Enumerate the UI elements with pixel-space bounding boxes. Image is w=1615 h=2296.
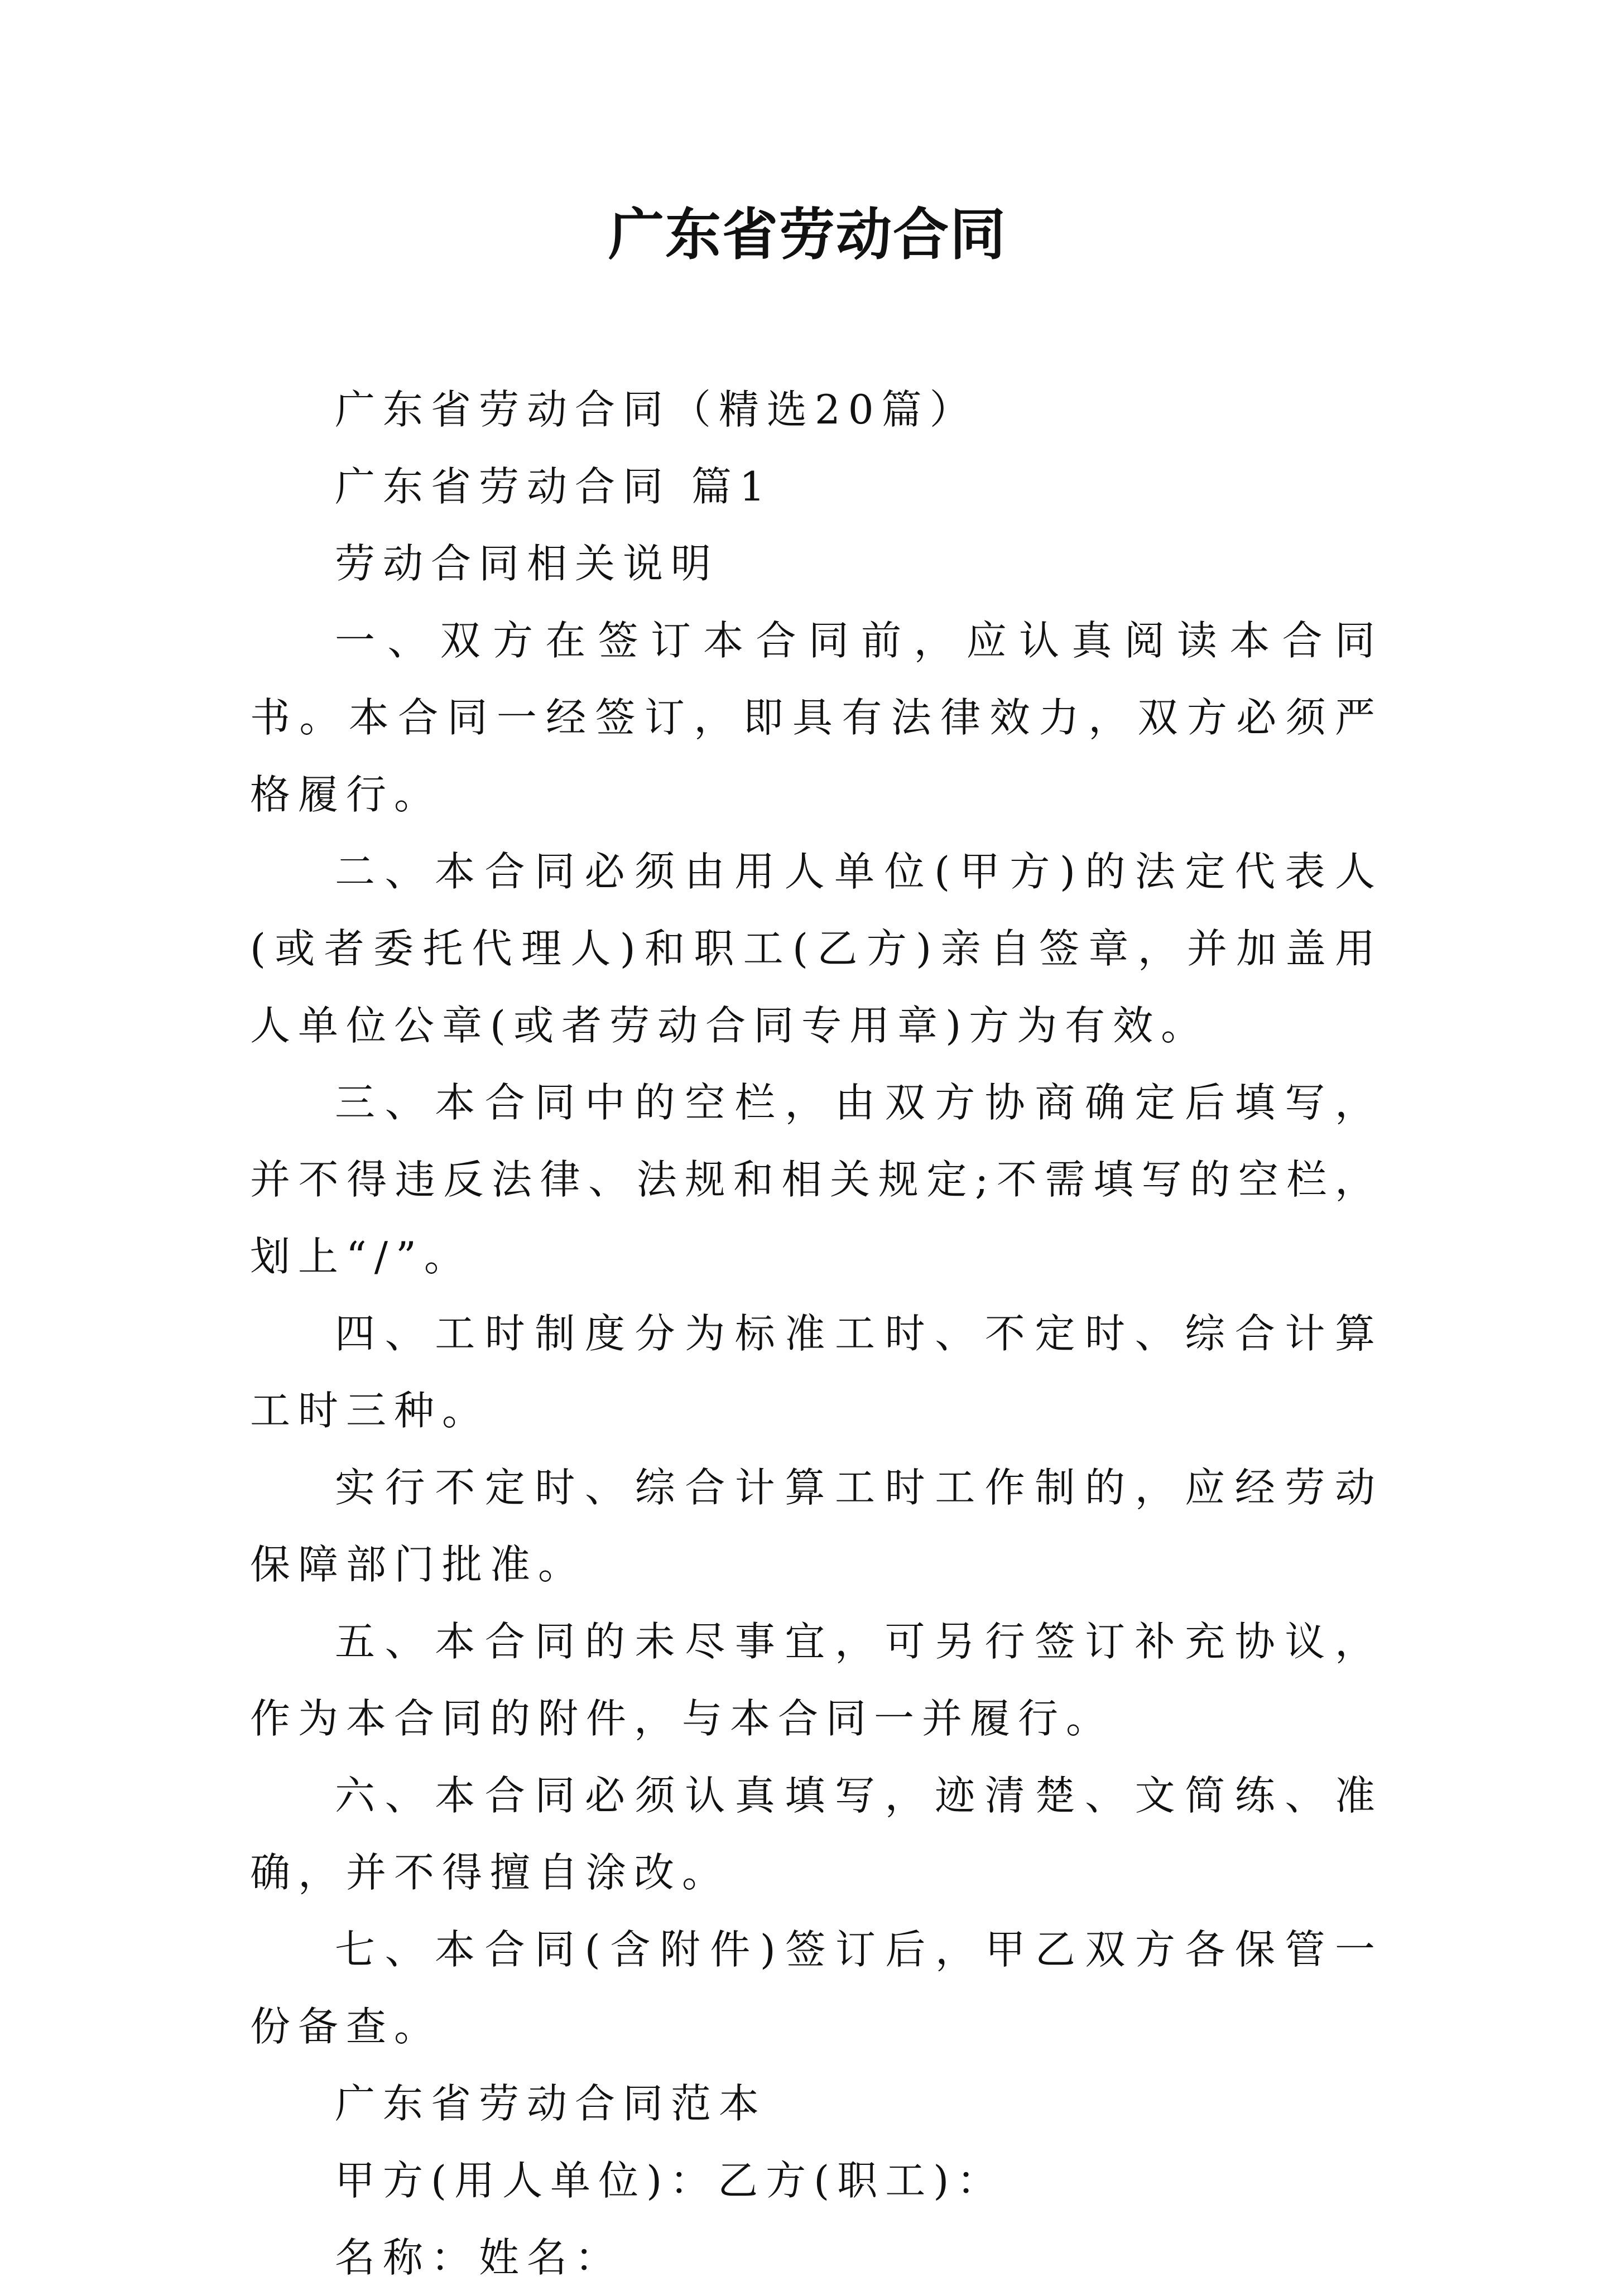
paragraph-clause-6: 六、本合同必须认真填写，迹清楚、文简练、准确，并不得擅自涂改。 [250,1772,1383,1896]
paragraph-name-fields: 名称：姓名： [335,2234,623,2281]
paragraph-template-heading: 广东省劳动合同范本 [335,2080,767,2127]
paragraph-part-heading: 广东省劳动合同 篇1 [335,463,773,510]
paragraph-clause-5: 五、本合同的未尽事宜，可另行签订补充协议，作为本合同的附件，与本合同一并履行。 [250,1618,1383,1742]
paragraph-clause-1: 一、双方在签订本合同前，应认真阅读本合同书。本合同一经签订，即具有法律效力，双方必须严格履行。 [250,617,1383,818]
paragraph-parties: 甲方(用人单位)：乙方(职工)： [335,2157,1005,2204]
paragraph-clause-4-note: 实行不定时、综合计算工时工作制的，应经劳动保障部门批准。 [250,1464,1383,1588]
paragraph-collection-title: 广东省劳动合同（精选20篇） [335,386,978,433]
paragraph-clause-7: 七、本合同(含附件)签订后，甲乙双方各保管一份备查。 [250,1926,1383,2050]
paragraph-clause-3: 三、本合同中的空栏，由双方协商确定后填写，并不得违反法律、法规和相关规定;不需填写的空栏，划上“/”。 [250,1079,1383,1280]
paragraph-clause-4: 四、工时制度分为标准工时、不定时、综合计算工时三种。 [250,1310,1383,1434]
document-title: 广东省劳动合同 [608,201,1007,267]
document-body [250,371,1383,2296]
paragraph-section-heading: 劳动合同相关说明 [335,540,719,587]
paragraph-clause-2: 二、本合同必须由用人单位(甲方)的法定代表人(或者委托代理人)和职工(乙方)亲自签章，并加盖用人单位公章(或者劳动合同专用章)方为有效。 [250,848,1383,1049]
